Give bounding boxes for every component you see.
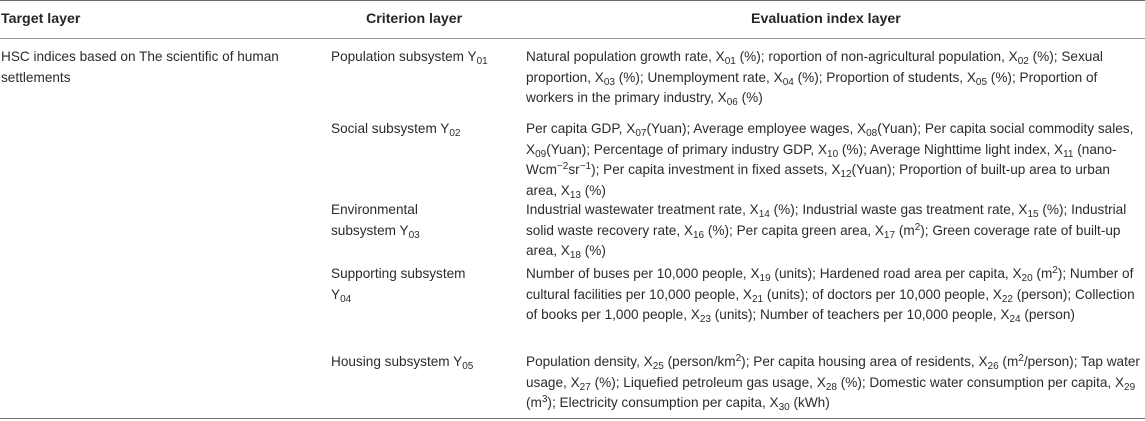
criterion-name: Environmental subsystem Y — [331, 202, 418, 238]
index-subscript: 15 — [1027, 209, 1039, 220]
index-subscript: 26 — [987, 361, 999, 372]
criterion-name: Social subsystem Y — [331, 121, 450, 136]
criterion-name: Supporting subsystem Y — [331, 266, 466, 302]
unit-superscript: 2 — [735, 353, 742, 364]
index-subscript: 29 — [1124, 381, 1136, 393]
index-subscript: 03 — [603, 76, 615, 88]
unit-superscript: 3 — [541, 394, 548, 405]
index-subscript: 05 — [975, 76, 988, 88]
index-subscript: 13 — [569, 189, 581, 201]
index-subscript: 19 — [759, 273, 771, 284]
index-subscript: 01 — [724, 56, 736, 67]
unit-superscript: 2 — [914, 221, 921, 233]
unit-superscript: 2 — [1052, 265, 1058, 276]
header-criterion-layer: Criterion layer — [366, 11, 463, 27]
criterion-environmental — [331, 200, 471, 241]
criterion-housing — [331, 352, 521, 373]
index-social: Per capita GDP, $X_{07}(Yuan)$; Average employee wages, $X_{08}(Yuan)$; Per capita social commodity sales, $X_{09}(Yuan)$; Percentage of primary industry GDP, $X_{10}$ (%); Average Nighttime light index, $X_{11}$ $(nano-Wcm^{-2}sr^{-1})$; Per capita investment in fixed assets, $X_{12}(Yuan)$; Proportion of built-up area to urban area, $X_{13}$ (%) — [526, 121, 1134, 201]
table-top-rule — [0, 0, 1145, 1]
index-subscript: 02 — [1017, 56, 1029, 67]
criterion-supporting — [331, 264, 471, 305]
index-subscript: 08 — [866, 128, 878, 139]
index-subscript: 17 — [883, 229, 896, 241]
index-supporting: Number of buses per 10,000 people, $X_{19}$ (units); Hardened road area per capita, $X_{20}$ $(m^2)$; Number of cultural facilities per 10,000 people, $X_{21}$ (units); of doctors per 10,000 people, $X_{22}$ (person); Collection of books per 1,000 people, $X_{23}$ (units); Number of teachers per 10,000 people, $X_{24}$ (person) — [526, 265, 1135, 325]
criterion-subscript: 03 — [408, 229, 420, 241]
index-subscript: 11 — [1063, 148, 1074, 160]
index-subscript: 04 — [782, 76, 794, 88]
index-housing: Population density, $X_{25}$ $(person/km^2)$; Per capita housing area of residents, $X_{26}$ $(m^2/person)$; Tap water usage, $X_{27}$ (%); Liquefied petroleum gas usage, $X_{28}$ (%); Domestic water consumption per capita, $X_{29}$ $(m^3)$; Electricity consumption per capita, $X_{30}$ (kWh) — [526, 353, 1140, 413]
criterion-subscript: 04 — [340, 293, 352, 305]
header-divider-rule — [0, 38, 1145, 39]
index-subscript: 12 — [840, 169, 852, 180]
index-subscript: 30 — [778, 402, 790, 413]
criterion-subscript: 02 — [449, 128, 461, 139]
target-layer-cell: HSC indices based on The scientific of human settlements — [1, 49, 279, 85]
criterion-subscript: 01 — [476, 56, 488, 67]
header-evaluation-index-layer: Evaluation index layer — [751, 11, 901, 27]
criterion-population — [331, 47, 516, 68]
table-bottom-rule — [0, 418, 1145, 419]
index-subscript: 09 — [535, 148, 547, 160]
unit-superscript: −1 — [579, 161, 592, 172]
criterion-subscript: 05 — [462, 361, 474, 372]
unit-superscript: 2 — [1018, 353, 1024, 364]
index-subscript: 16 — [692, 229, 705, 241]
index-subscript: 18 — [569, 250, 581, 261]
index-subscript: 23 — [699, 314, 711, 325]
index-subscript: 21 — [751, 293, 764, 305]
index-subscript: 22 — [1001, 293, 1013, 305]
unit-superscript: −2 — [556, 161, 569, 172]
index-subscript: 25 — [652, 361, 664, 372]
index-subscript: 28 — [825, 381, 837, 393]
criterion-social — [331, 119, 521, 140]
index-environmental: Industrial wastewater treatment rate, $X_{14}$ (%); Industrial waste gas treatment rate, $X_{15}$ (%); Industrial solid waste recovery rate, $X_{16}$ (%); Per capita green area, $X_{17}$ $(m^2)$; Green coverage rate of built-up area, $X_{18}$ (%) — [526, 202, 1127, 261]
index-subscript: 07 — [635, 128, 647, 139]
header-target-layer: Target layer — [1, 11, 81, 27]
index-population: Natural population growth rate, $X_{01}$ (%); roportion of non-agricultural population, $X_{02}$ (%); Sexual proportion, $X_{03}$ (%); Unemployment rate, $X_{04}$ (%); Proportion of students, $X_{05}$ (%); Proportion of workers in the primary industry, $X_{06}$ (%) — [526, 49, 1103, 108]
index-subscript: 20 — [1021, 273, 1033, 284]
index-subscript: 10 — [827, 148, 839, 160]
index-subscript: 24 — [1009, 314, 1021, 325]
criterion-name: Population subsystem Y — [331, 49, 477, 64]
criterion-name: Housing subsystem Y — [331, 354, 463, 369]
index-subscript: 27 — [579, 381, 591, 393]
index-subscript: 14 — [758, 209, 770, 220]
index-subscript: 06 — [726, 97, 738, 108]
